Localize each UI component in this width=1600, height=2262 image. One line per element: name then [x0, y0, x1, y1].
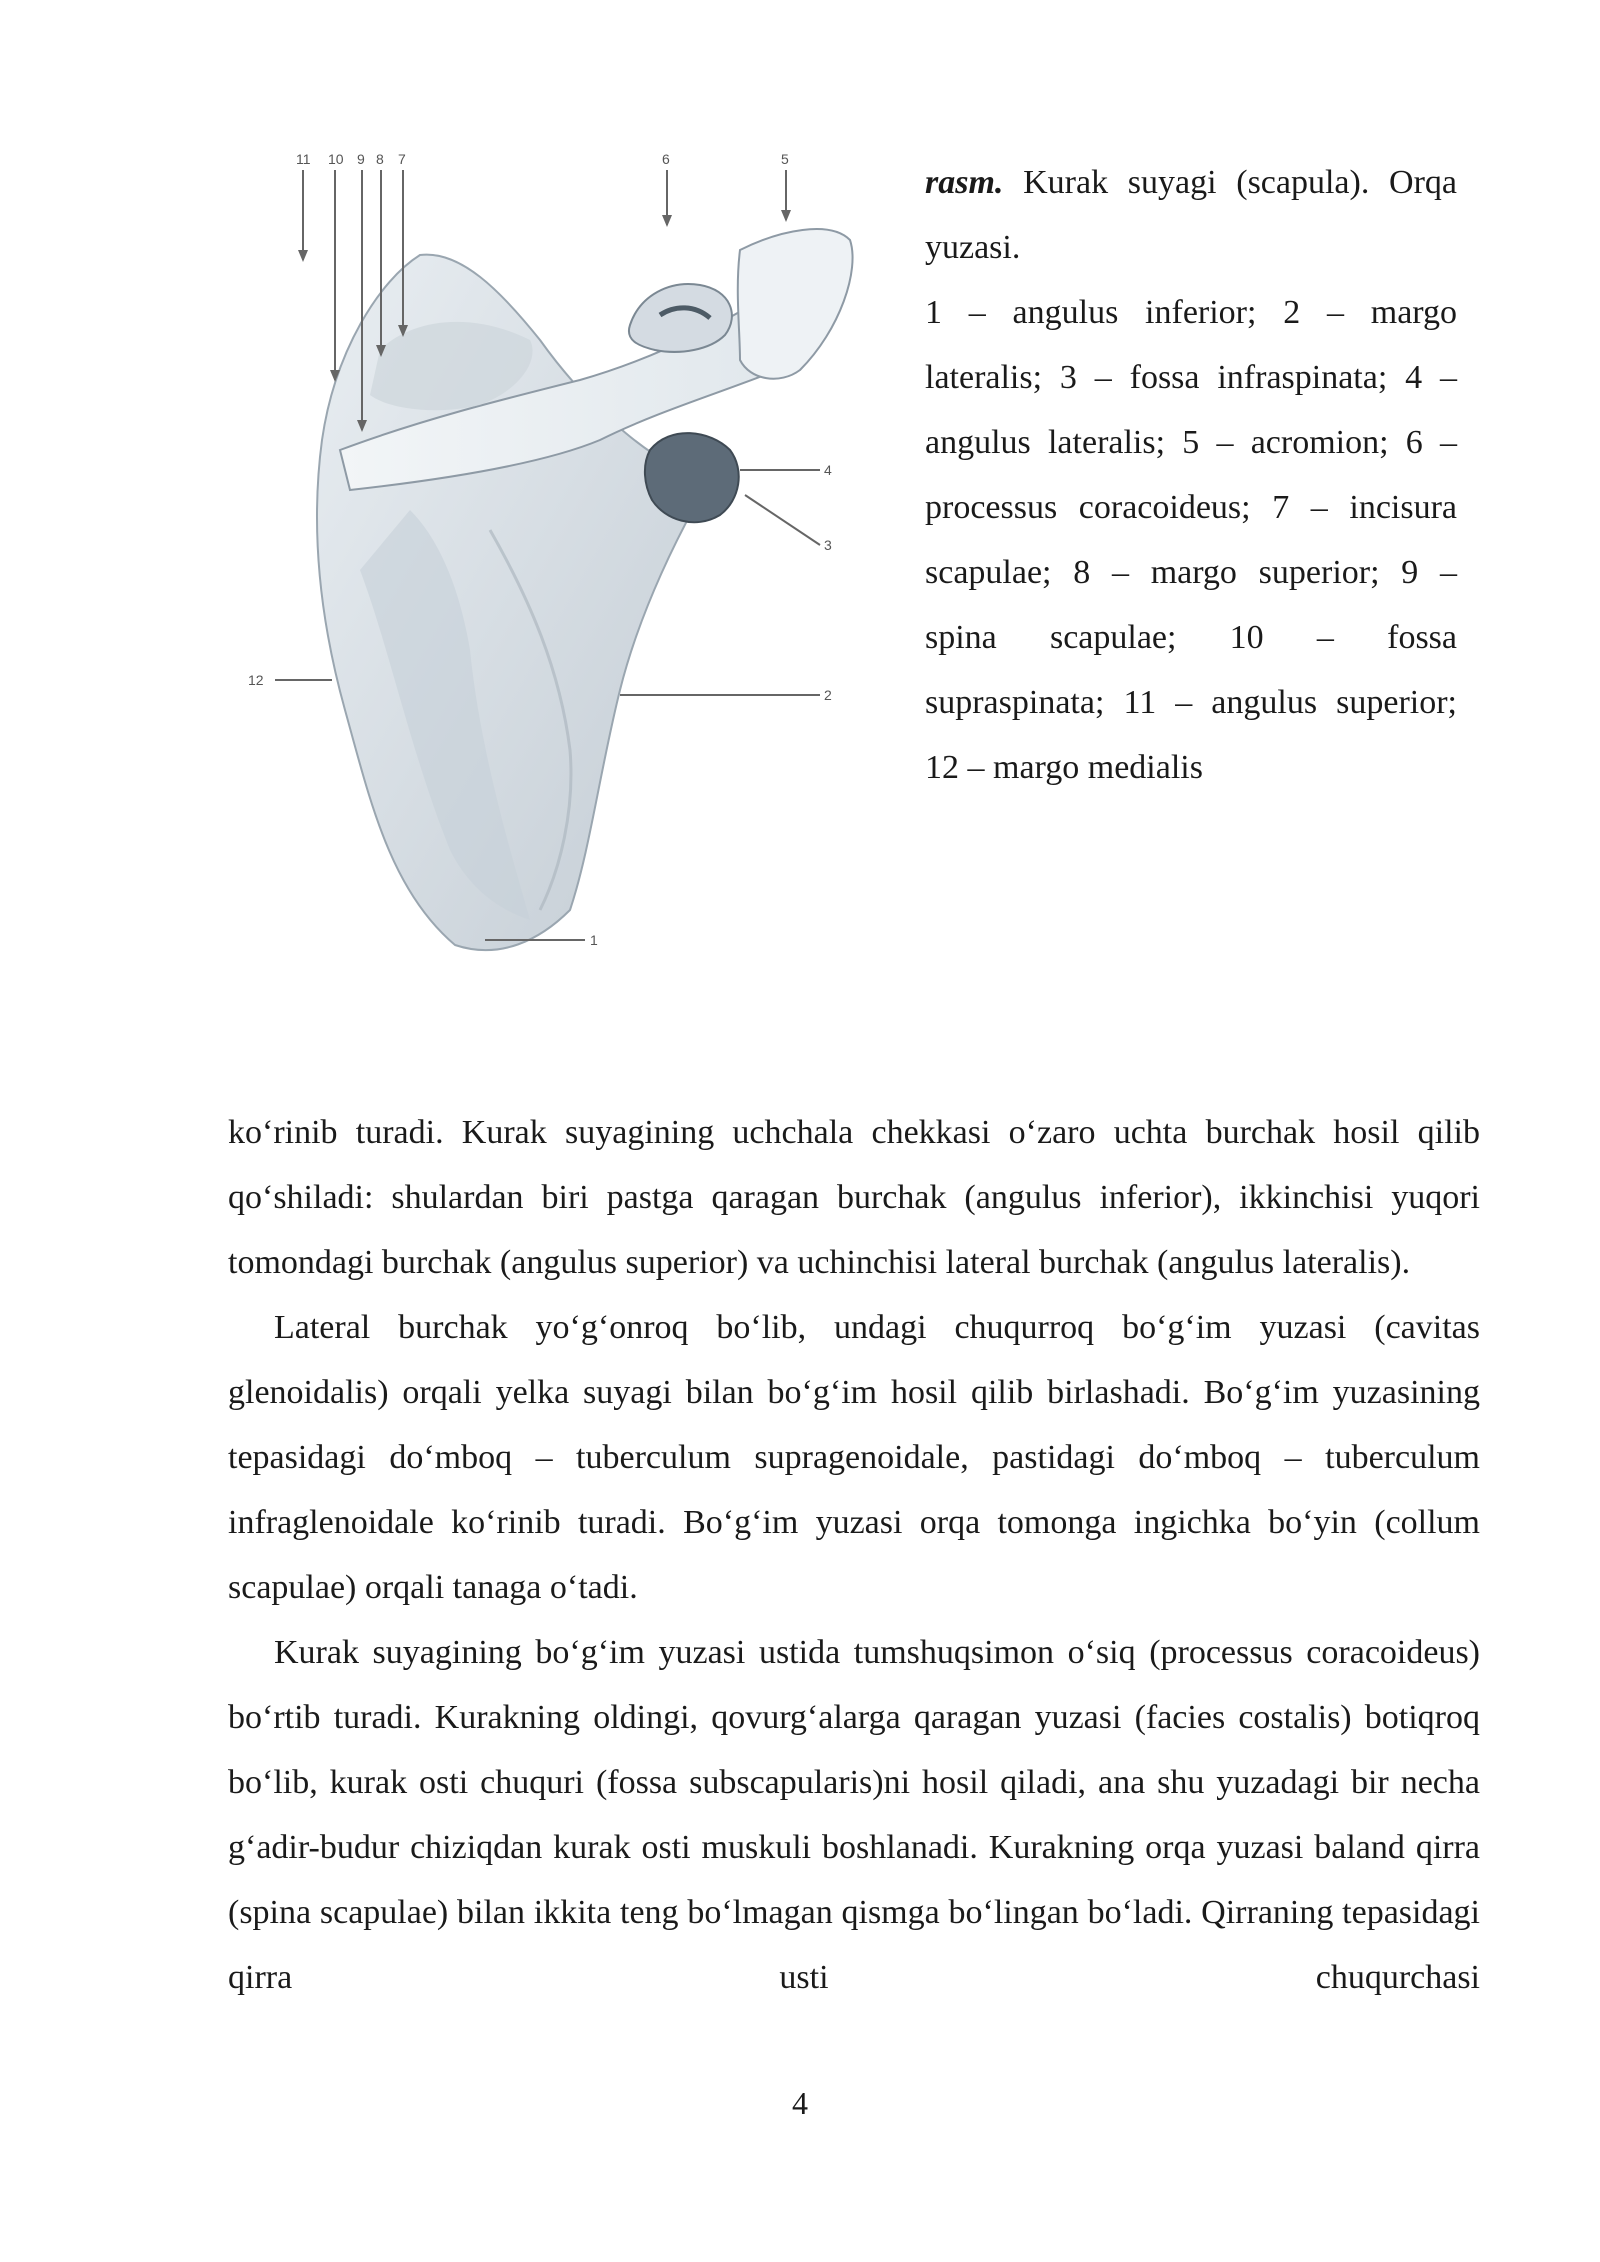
callout-11: 11 — [296, 151, 311, 167]
processus-coracoideus — [629, 284, 732, 352]
callout-5: 5 — [781, 151, 789, 167]
callout-7: 7 — [398, 151, 406, 167]
caption-title-line — [925, 150, 1457, 280]
caption-legend: 1 – angulus inferior; 2 – margo lateralis; 3 – fossa infraspinata; 4 – angulus lateralis; 5 – acromion; 6 – processus coracoideus; 7 – incisura scapulae; 8 – margo superior; 9 – spina scapulae; 10 – fossa supraspinata; 11 – angulus superior; 12 – margo medialis — [925, 294, 1457, 786]
caption-title: Kurak suyagi (scapula). Orqa yuzasi. — [925, 164, 1458, 266]
page-number: 4 — [792, 2085, 808, 2121]
callout-9: 9 — [357, 151, 365, 167]
figure-label: rasm. — [925, 164, 1004, 201]
scapula-posterior-illustration-icon — [240, 150, 860, 970]
callout-1: 1 — [590, 932, 598, 948]
callout-2: 2 — [824, 687, 832, 703]
paragraph-2: Lateral burchak yo‘g‘onroq bo‘lib, undagi chuqurroq bo‘g‘im yuzasi (cavitas glenoidalis) orqali yelka suyagi bilan bo‘g‘im hosil qilib birlashadi. Bo‘g‘im yuzasining tepasidagi do‘mboq – tuberculum supragenoidale, pastidagi do‘mboq – tuberculum infraglenoidale ko‘rinib turadi. Bo‘g‘im yuzasi orqa tomonga ingichka bo‘yin (collum scapulae) orqali tanaga o‘tadi. — [228, 1309, 1480, 1606]
callout-6: 6 — [662, 151, 670, 167]
callout-10: 10 — [328, 151, 344, 167]
figure-caption — [925, 150, 1457, 800]
callout-4: 4 — [824, 462, 832, 478]
paragraph-1: ko‘rinib turadi. Kurak suyagining uchchala chekkasi o‘zaro uchta burchak hosil qilib qo‘shiladi: shulardan biri pastga qaragan burchak (angulus inferior), ikkinchisi yuqori tomondagi burchak (angulus superior) va uchinchisi lateral burchak (angulus lateralis). — [228, 1114, 1480, 1281]
main-text — [228, 1100, 1480, 2010]
paragraph-3: Kurak suyagining bo‘g‘im yuzasi ustida tumshuqsimon o‘siq (processus coracoideus) bo‘rtib turadi. Kurakning oldingi, qovurg‘alarga qaragan yuzasi (facies costalis) botiqroq bo‘lib, kurak osti chuquri (fossa subscapularis)ni hosil qiladi, ana shu yuzadagi bir necha g‘adir-budur chiziqdan kurak osti muskuli boshlanadi. Kurakning orqa yuzasi baland qirra (spina scapulae) bilan ikkita teng bo‘lmagan qismga bo‘lingan bo‘ladi. Qirraning tepasidagi qirra usti chuqurchasi — [228, 1634, 1480, 1996]
callout-3: 3 — [824, 537, 832, 553]
scapula-figure — [240, 150, 860, 970]
cavitas-glenoidalis — [645, 433, 739, 522]
callout-12: 12 — [248, 672, 264, 688]
callout-8: 8 — [376, 151, 384, 167]
acromion — [738, 229, 853, 379]
